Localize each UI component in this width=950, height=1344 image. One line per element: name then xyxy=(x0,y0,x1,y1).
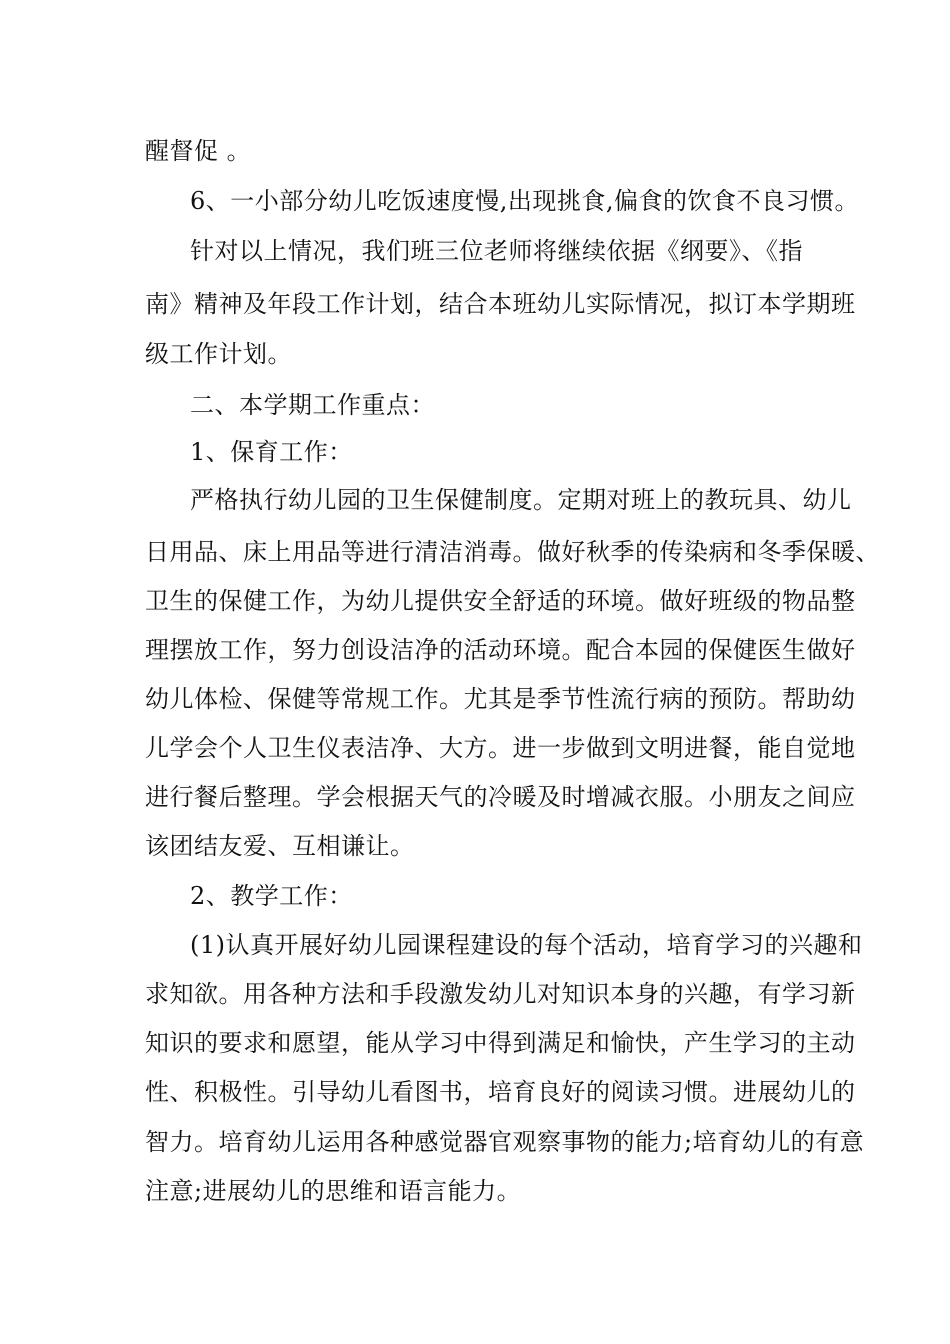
text-line: 知识的要求和愿望，能从学习中得到满足和愉快，产生学习的主动 xyxy=(145,1029,856,1057)
subsection-heading: 1、保育工作： xyxy=(190,438,353,466)
section-heading: 二、本学期工作重点： xyxy=(190,391,435,419)
subsection-heading: 2、教学工作： xyxy=(190,882,353,910)
text-line: 进行餐后整理。学会根据天气的冷暖及时增减衣服。小朋友之间应 xyxy=(145,783,856,811)
text-line: 严格执行幼儿园的卫生保健制度。定期对班上的教玩具、幼儿 xyxy=(190,486,852,514)
text-line: 该团结友爱、互相谦让。 xyxy=(145,832,415,860)
text-line: 儿学会个人卫生仪表洁净、大方。进一步做到文明进餐，能自觉地 xyxy=(145,734,856,762)
text-line: 醒督促 。 xyxy=(145,137,252,165)
text-line: 求知欲。用各种方法和手段激发幼儿对知识本身的兴趣，有学习新 xyxy=(145,980,856,1008)
text-line: 注意;进展幼儿的思维和语言能力。 xyxy=(145,1177,522,1205)
text-line: 理摆放工作，努力创设洁净的活动环境。配合本园的保健医生做好 xyxy=(145,636,856,664)
text-line: (1)认真开展好幼儿园课程建设的每个活动，培育学习的兴趣和 xyxy=(190,931,863,959)
text-line: 南》精神及年段工作计划，结合本班幼儿实际情况，拟订本学期班 xyxy=(145,290,856,318)
text-line: 卫生的保健工作，为幼儿提供安全舒适的环境。做好班级的物品整 xyxy=(145,587,856,615)
text-line: 日用品、床上用品等进行清洁消毒。做好秋季的传染病和冬季保暖、 xyxy=(145,538,880,566)
text-line: 幼儿体检、保健等常规工作。尤其是季节性流行病的预防。帮助幼 xyxy=(145,685,856,713)
text-line: 级工作计划。 xyxy=(145,340,292,368)
text-line: 性、积极性。引导幼儿看图书，培育良好的阅读习惯。进展幼儿的 xyxy=(145,1078,856,1106)
text-line: 针对以上情况，我们班三位老师将继续依据《纲要》、《指 xyxy=(190,237,803,265)
text-line: 6、一小部分幼儿吃饭速度慢,出现挑食,偏食的饮食不良习惯。 xyxy=(190,187,860,215)
text-line: 智力。培育幼儿运用各种感觉器官观察事物的能力;培育幼儿的有意 xyxy=(145,1128,865,1156)
